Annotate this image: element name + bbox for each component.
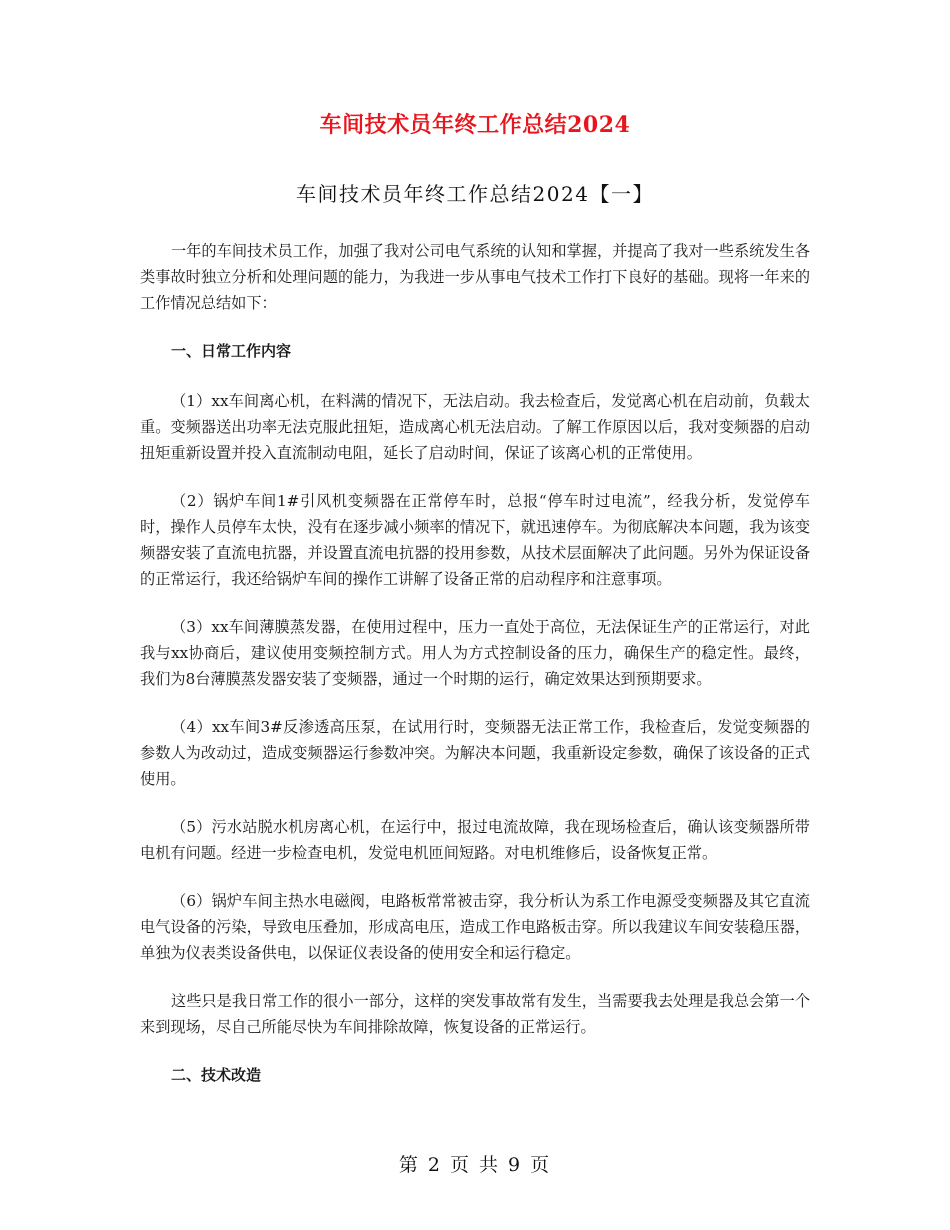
list-item: （1）xx车间离心机，在料满的情况下，无法启动。我去检查后，发觉离心机在启动前，负载太重。变频器送出功率无法克服此扭矩，造成离心机无法启动。了解工作原因以后，我对变频器的启动扭矩重新设置并投入直流制动电阻，延长了启动时间，保证了该离心机的正常使用。: [140, 392, 810, 462]
document-subtitle: 车间技术员年终工作总结2024【一】: [296, 182, 654, 206]
summary-paragraph: 这些只是我日常工作的很小一部分，这样的突发事故常有发生，当需要我去处理是我总会第一个来到现场，尽自己所能尽快为车间排除故障，恢复设备的正常运行。: [140, 992, 810, 1036]
section-heading-tech-improvement: 二、技术改造: [171, 1066, 262, 1084]
intro-paragraph: 一年的车间技术员工作，加强了我对公司电气系统的认知和掌握，并提高了我对一些系统发生各类事故时独立分析和处理问题的能力，为我进一步从事电气技术工作打下良好的基础。现将一年来的工作情况总结如下：: [140, 242, 810, 312]
document-title: 车间技术员年终工作总结2024: [319, 112, 631, 138]
page-number-footer: 第 2 页 共 9 页: [398, 1154, 552, 1176]
list-item: （4）xx车间3#反渗透高压泵，在试用行时，变频器无法正常工作，我检查后，发觉变频器的参数人为改动过，造成变频器运行参数冲突。为解决本问题，我重新设定参数，确保了该设备的正式使用。: [140, 718, 810, 788]
list-item: （3）xx车间薄膜蒸发器，在使用过程中，压力一直处于高位，无法保证生产的正常运行，对此我与xx协商后，建议使用变频控制方式。用人为方式控制设备的压力，确保生产的稳定性。最终，我们为8台薄膜蒸发器安装了变频器，通过一个时期的运行，确定效果达到预期要求。: [140, 618, 810, 688]
list-item: （2）锅炉车间1#引风机变频器在正常停车时，总报“停车时过电流”，经我分析，发觉停车时，操作人员停车太快，没有在逐步减小频率的情况下，就迅速停车。为彻底解决本问题，我为该变频器安装了直流电抗器，并设置直流电抗器的投用参数，从技术层面解决了此问题。另外为保证设备的正常运行，我还给锅炉车间的操作工讲解了设备正常的启动程序和注意事项。: [140, 492, 810, 588]
section-heading-daily-work: 一、日常工作内容: [171, 342, 292, 360]
list-item: （5）污水站脱水机房离心机，在运行中，报过电流故障，我在现场检查后，确认该变频器所带电机有问题。经进一步检查电机，发觉电机匝间短路。对电机维修后，设备恢复正常。: [140, 818, 810, 862]
list-item: （6）锅炉车间主热水电磁阀，电路板常常被击穿，我分析认为系工作电源受变频器及其它直流电气设备的污染，导致电压叠加，形成高电压，造成工作电路板击穿。所以我建议车间安装稳压器，单独为仪表类设备供电，以保证仪表设备的使用安全和运行稳定。: [140, 892, 810, 962]
document-body: [140, 238, 810, 1112]
